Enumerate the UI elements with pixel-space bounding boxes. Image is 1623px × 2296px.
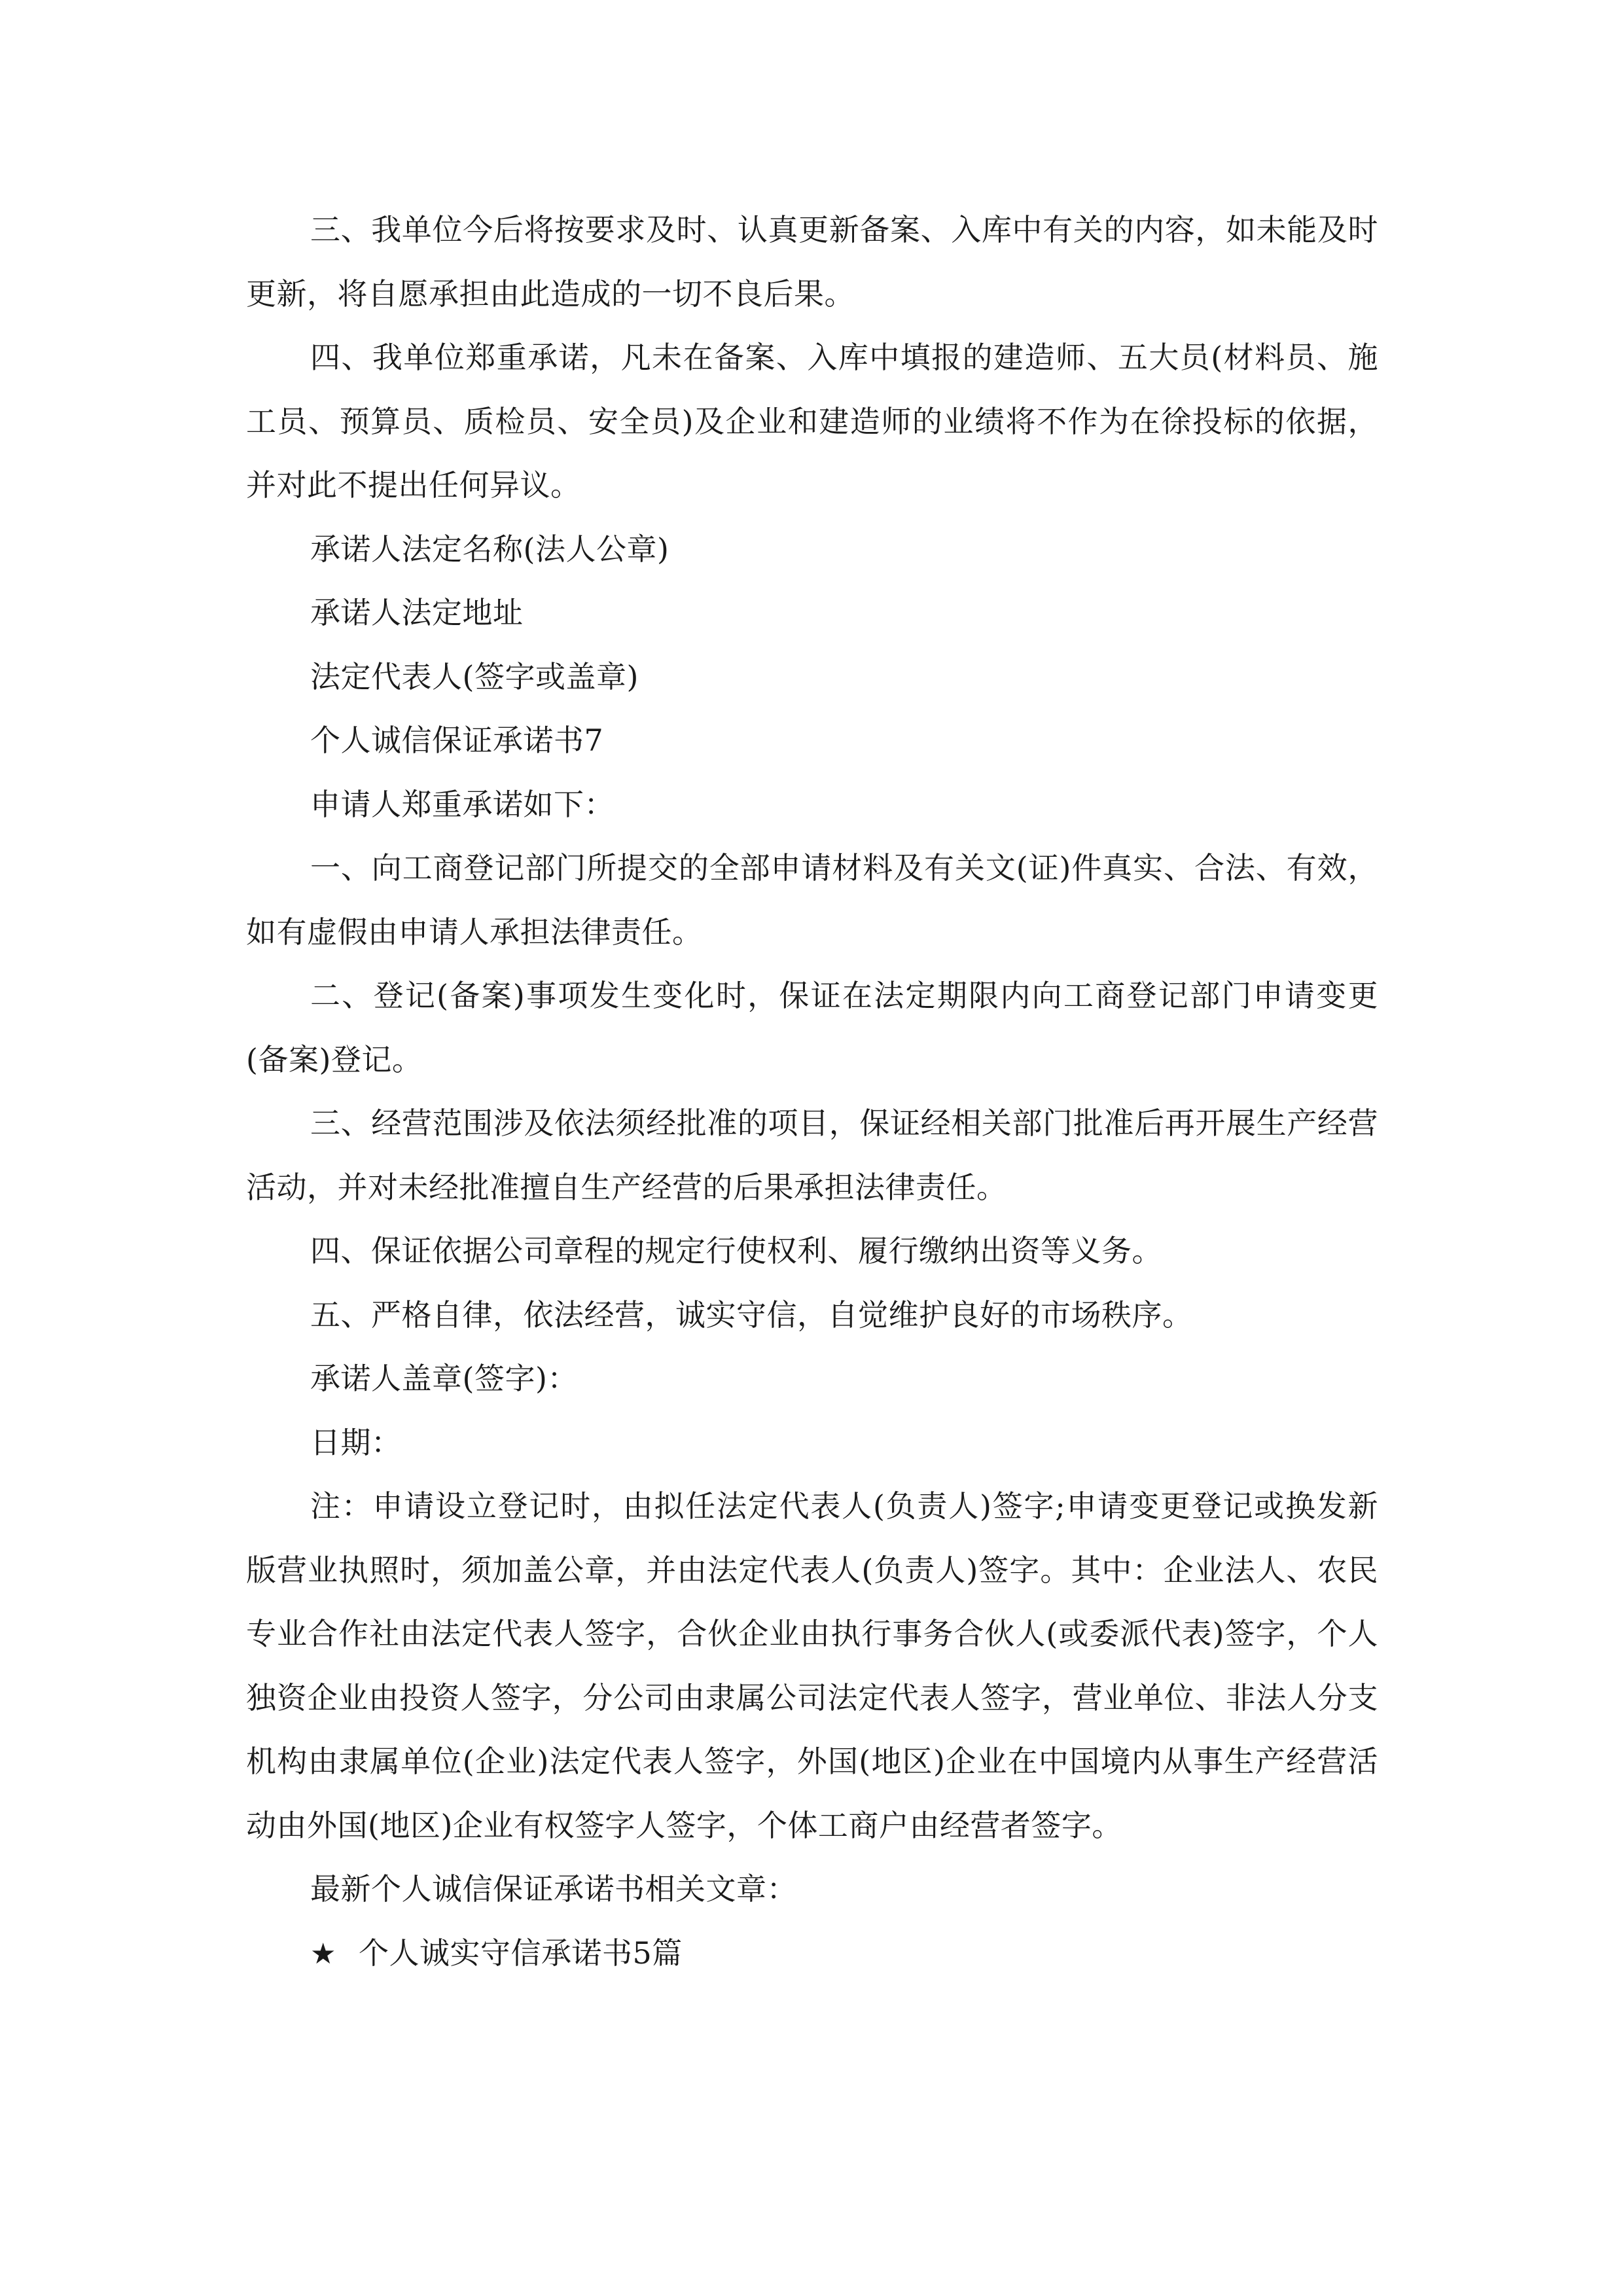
date-line: 日期： — [310, 1424, 402, 1460]
signatory-legal-name: 承诺人法定名称(法人公章) — [310, 531, 669, 567]
related-article-label[interactable]: 个人诚实守信承诺书5篇 — [359, 1935, 683, 1971]
pledge-item-3: 三、经营范围涉及依法须经批准的项目，保证经相关部门批准后再开展生产经营活动，并对未经批准擅自生产经营的后果承担法律责任。 — [246, 1105, 1378, 1205]
legal-representative: 法定代表人(签字或盖章) — [310, 658, 639, 694]
note-paragraph: 注：申请设立登记时，由拟任法定代表人(负责人)签字;申请变更登记或换发新版营业执照时，须加盖公章，并由法定代表人(负责人)签字。其中：企业法人、农民专业合作社由法定代表人签字，合伙企业由执行事务合伙人(或委派代表)签字，个人独资企业由投资人签字，分公司由隶属公司法定代表人签字，营业单位、非法人分支机构由隶属单位(企业)法定代表人签字，外国(地区)企业在中国境内从事生产经营活动由外国(地区)企业有权签字人签字，个体工商户由经营者签字。 — [246, 1488, 1378, 1843]
applicant-pledge-intro: 申请人郑重承诺如下： — [310, 786, 615, 822]
document-body — [246, 198, 1378, 1986]
related-article-link[interactable] — [246, 1922, 1378, 1986]
pledge-item-1: 一、向工商登记部门所提交的全部申请材料及有关文(证)件真实、合法、有效，如有虚假由申请人承担法律责任。 — [246, 850, 1378, 950]
related-articles-heading: 最新个人诚信保证承诺书相关文章： — [310, 1871, 797, 1907]
paragraph-commitment-3: 三、我单位今后将按要求及时、认真更新备案、入库中有关的内容，如未能及时更新，将自愿承担由此造成的一切不良后果。 — [246, 212, 1378, 312]
signature-line: 承诺人盖章(签字)： — [310, 1361, 578, 1396]
signatory-legal-address: 承诺人法定地址 — [310, 595, 524, 630]
pledge-item-5: 五、严格自律，依法经营，诚实守信，自觉维护良好的市场秩序。 — [310, 1297, 1193, 1333]
section-title: 个人诚信保证承诺书7 — [310, 723, 604, 758]
pledge-item-2: 二、登记(备案)事项发生变化时，保证在法定期限内向工商登记部门申请变更(备案)登记。 — [246, 978, 1378, 1077]
star-icon: ★ — [310, 1937, 336, 1971]
paragraph-commitment-4: 四、我单位郑重承诺，凡未在备案、入库中填报的建造师、五大员(材料员、施工员、预算员、质检员、安全员)及企业和建造师的业绩将不作为在徐投标的依据，并对此不提出任何异议。 — [246, 340, 1378, 503]
pledge-item-4: 四、保证依据公司章程的规定行使权利、履行缴纳出资等义务。 — [310, 1233, 1162, 1268]
